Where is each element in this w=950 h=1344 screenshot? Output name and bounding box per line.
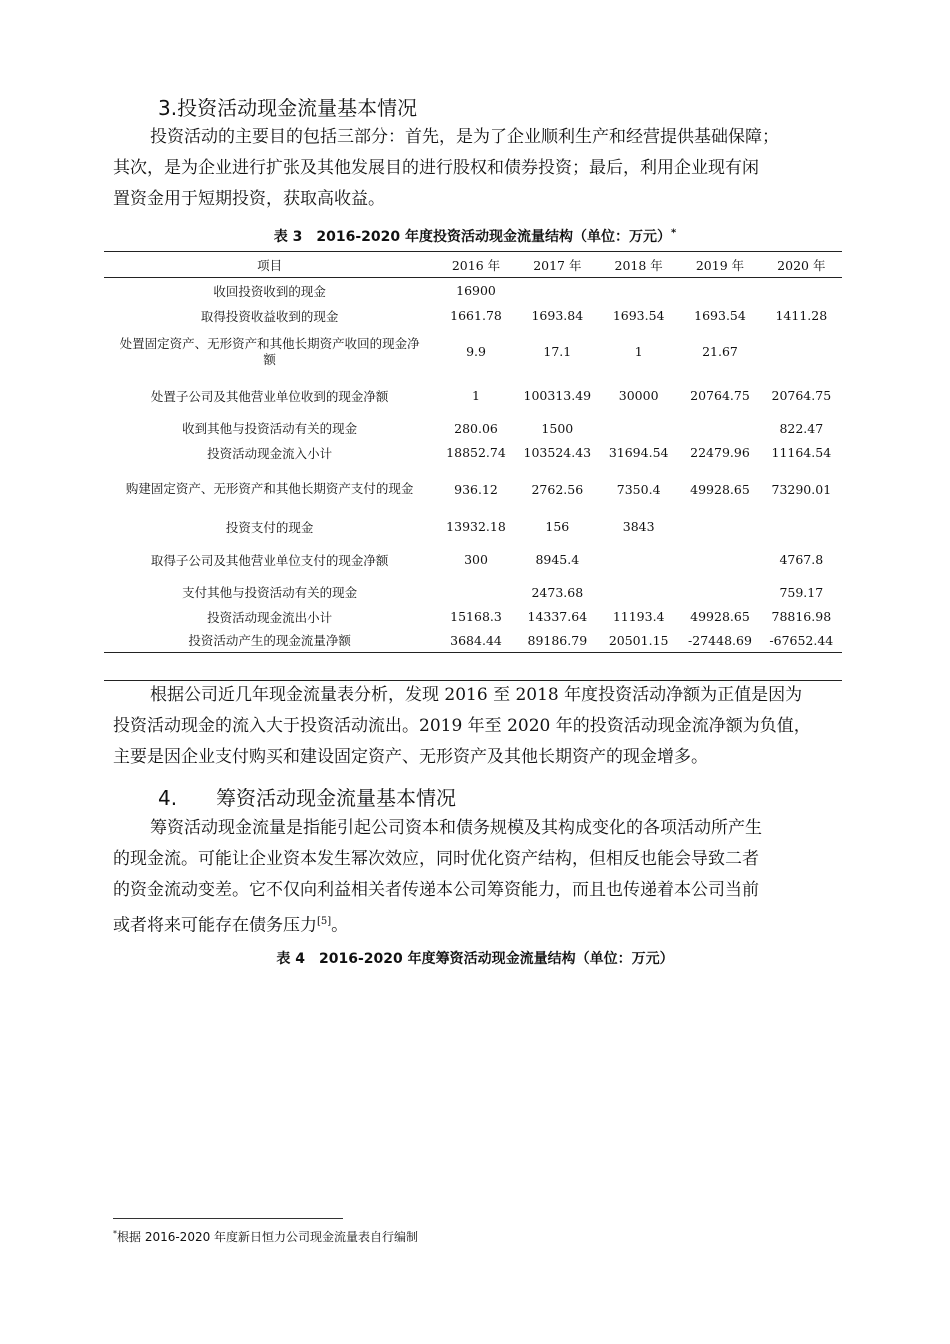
row-value-2017: 2473.68 — [531, 584, 584, 600]
row-value-2020: 78816.98 — [771, 609, 832, 624]
row-value-2019 — [679, 278, 760, 304]
row-value-2020: 759.17 — [779, 584, 824, 600]
footnote-mark: * — [671, 227, 677, 239]
section-4-number: 4. — [158, 786, 178, 810]
analysis-paragraph — [113, 680, 859, 773]
row-value-2016: 16900 — [456, 283, 496, 299]
row-value-2017: 156 — [545, 519, 570, 534]
table-row — [104, 304, 842, 328]
row-value-2019: 21.67 — [702, 344, 738, 359]
row-value-2017: 100313.49 — [523, 388, 592, 403]
row-value-2018: 31694.54 — [608, 445, 669, 460]
row-item-label: 投资活动现金流入小计 — [207, 445, 333, 461]
row-value-2016: 300 — [464, 552, 488, 567]
row-value-2019 — [679, 580, 760, 605]
header-item: 项目 — [104, 252, 435, 278]
table-row — [104, 580, 842, 605]
table-3-caption — [0, 226, 950, 246]
row-item-label: 投资支付的现金 — [225, 519, 314, 535]
row-value-2017: 1693.84 — [531, 308, 584, 323]
row-value-2018: 11193.4 — [612, 609, 665, 624]
header-2019: 2019 年 — [679, 252, 760, 278]
row-value-2016: 936.12 — [454, 481, 498, 497]
header-2016: 2016 年 — [435, 252, 516, 278]
table-3-caption-text: 表 3 2016-2020 年度投资活动现金流量结构（单位：万元） — [273, 229, 671, 245]
table-row — [104, 416, 842, 441]
table-4-caption: 表 4 2016-2020 年度筹资活动现金流量结构（单位：万元） — [276, 951, 674, 967]
row-value-2020 — [761, 278, 842, 304]
row-value-2018 — [598, 416, 679, 441]
row-item-label: 处置子公司及其他营业单位收到的现金净额 — [150, 388, 389, 404]
row-value-2016: 280.06 — [454, 420, 498, 436]
row-value-2018 — [598, 540, 679, 580]
row-value-2019 — [679, 416, 760, 441]
row-value-2016 — [435, 580, 516, 605]
footnote — [113, 1228, 418, 1245]
table-row — [104, 376, 842, 416]
row-value-2017: 1500 — [541, 420, 574, 436]
paragraph-line-text: 或者将来可能存在债务压力 — [113, 915, 317, 936]
table-row — [104, 465, 842, 514]
row-item-label: 投资活动产生的现金流量净额 — [104, 629, 435, 653]
row-value-2017: 8945.4 — [535, 552, 580, 567]
paragraph-line: 主要是因企业支付购买和建设固定资产、无形资产及其他长期资产的现金增多。 — [113, 747, 708, 767]
paragraph-line: 根据公司近几年现金流量表分析，发现 2016 至 2018 年度投资活动净额为正值是因为 — [150, 685, 803, 705]
paragraph-line: 置资金用于短期投资，获取高收益。 — [113, 189, 385, 209]
row-value-2019: -27448.69 — [679, 629, 760, 653]
paragraph-line: 投资活动的主要目的包括三部分：首先，是为了企业顺利生产和经营提供基础保障； — [150, 127, 779, 147]
investment-cashflow-table — [104, 251, 842, 653]
table-row — [104, 278, 842, 304]
table-row — [104, 328, 842, 376]
row-item-label: 支付其他与投资活动有关的现金 — [182, 585, 358, 600]
section-3-paragraph — [113, 122, 859, 215]
header-2020: 2020 年 — [761, 252, 842, 278]
citation-ref[interactable]: [5] — [317, 916, 332, 927]
row-value-2020 — [761, 514, 842, 540]
row-item-label: 取得子公司及其他营业单位支付的现金净额 — [150, 552, 389, 568]
row-value-2019 — [679, 540, 760, 580]
table-body — [104, 278, 842, 653]
row-value-2016: 3684.44 — [435, 629, 516, 653]
row-value-2020 — [761, 328, 842, 376]
header-2018: 2018 年 — [598, 252, 679, 278]
row-value-2019: 49928.65 — [690, 481, 750, 497]
row-value-2018: 20501.15 — [598, 629, 679, 653]
paragraph-line: 投资活动现金的流入大于投资活动流出。2019 年至 2020 年的投资活动现金流净额为负值， — [113, 716, 811, 736]
row-value-2020: -67652.44 — [761, 629, 842, 653]
paragraph-line: 的资金流动变差。它不仅向利益相关者传递本公司筹资能力，而且也传递着本公司当前 — [113, 880, 759, 900]
row-value-2019: 20764.75 — [690, 388, 750, 403]
table-header-row — [104, 252, 842, 278]
row-value-2020: 73290.01 — [771, 481, 832, 497]
row-value-2020: 1411.28 — [775, 308, 828, 323]
row-value-2017: 89186.79 — [517, 629, 598, 653]
paragraph-line: 筹资活动现金流量是指能引起公司资本和债务规模及其构成变化的各项活动所产生 — [150, 818, 762, 838]
row-value-2018: 3843 — [622, 519, 655, 534]
footnote-rule — [113, 1218, 343, 1219]
row-item-label: 处置固定资产、无形资产和其他长期资产收回的现金净额 — [119, 335, 420, 367]
table-row — [104, 540, 842, 580]
row-item-label: 收到其他与投资活动有关的现金 — [182, 421, 358, 436]
row-value-2016: 15168.3 — [450, 609, 502, 624]
footnote-text: 根据 2016-2020 年度新日恒力公司现金流量表自行编制 — [117, 1230, 419, 1244]
row-value-2016: 18852.74 — [446, 445, 506, 460]
row-value-2017: 17.1 — [543, 344, 572, 359]
row-value-2019 — [679, 514, 760, 540]
section-4-title: 筹资活动现金流量基本情况 — [216, 786, 456, 810]
section-4-heading — [158, 782, 456, 811]
paragraph-line-end: 。 — [331, 915, 349, 936]
paragraph-line — [113, 906, 859, 942]
paragraph-line: 的现金流。可能让企业资本发生幂次效应，同时优化资产结构，但相反也能会导致二者 — [113, 849, 759, 869]
header-2017: 2017 年 — [517, 252, 598, 278]
table-row — [104, 514, 842, 540]
row-value-2018: 7350.4 — [616, 481, 661, 497]
section-3-heading: 3.投资活动现金流量基本情况 — [158, 96, 418, 120]
row-value-2016: 13932.18 — [446, 519, 506, 534]
section-4-paragraph — [113, 813, 859, 942]
row-value-2016: 1 — [472, 388, 480, 403]
row-value-2017: 103524.43 — [523, 445, 592, 460]
row-item-label: 投资活动现金流出小计 — [207, 609, 333, 625]
table-row — [104, 629, 842, 653]
row-value-2018: 30000 — [618, 388, 659, 403]
paragraph-line: 其次，是为企业进行扩张及其他发展目的进行股权和债券投资；最后，利用企业现有闲 — [113, 158, 759, 178]
row-value-2020: 4767.8 — [779, 552, 824, 567]
row-item-label: 取得投资收益收到的现金 — [200, 308, 339, 324]
row-value-2017: 14337.64 — [527, 609, 588, 624]
row-value-2018 — [598, 580, 679, 605]
row-value-2020: 11164.54 — [771, 445, 832, 460]
table-row — [104, 605, 842, 629]
footnote-mark: * — [113, 1229, 117, 1238]
row-value-2018: 1693.54 — [612, 308, 665, 323]
row-value-2018 — [598, 278, 679, 304]
row-value-2016: 9.9 — [466, 344, 486, 359]
row-value-2016: 1661.78 — [450, 308, 502, 323]
row-value-2017 — [517, 278, 598, 304]
row-value-2020: 20764.75 — [771, 388, 832, 403]
table-row — [104, 441, 842, 465]
row-value-2019: 1693.54 — [694, 308, 746, 323]
row-value-2017: 2762.56 — [531, 481, 584, 497]
row-item-label: 购建固定资产、无形资产和其他长期资产支付的现金 — [125, 481, 414, 496]
row-item-label: 收回投资收到的现金 — [213, 283, 326, 299]
row-value-2018: 1 — [634, 344, 643, 359]
row-value-2019: 49928.65 — [690, 609, 750, 624]
row-value-2019: 22479.96 — [690, 445, 750, 460]
row-value-2020: 822.47 — [779, 420, 824, 436]
